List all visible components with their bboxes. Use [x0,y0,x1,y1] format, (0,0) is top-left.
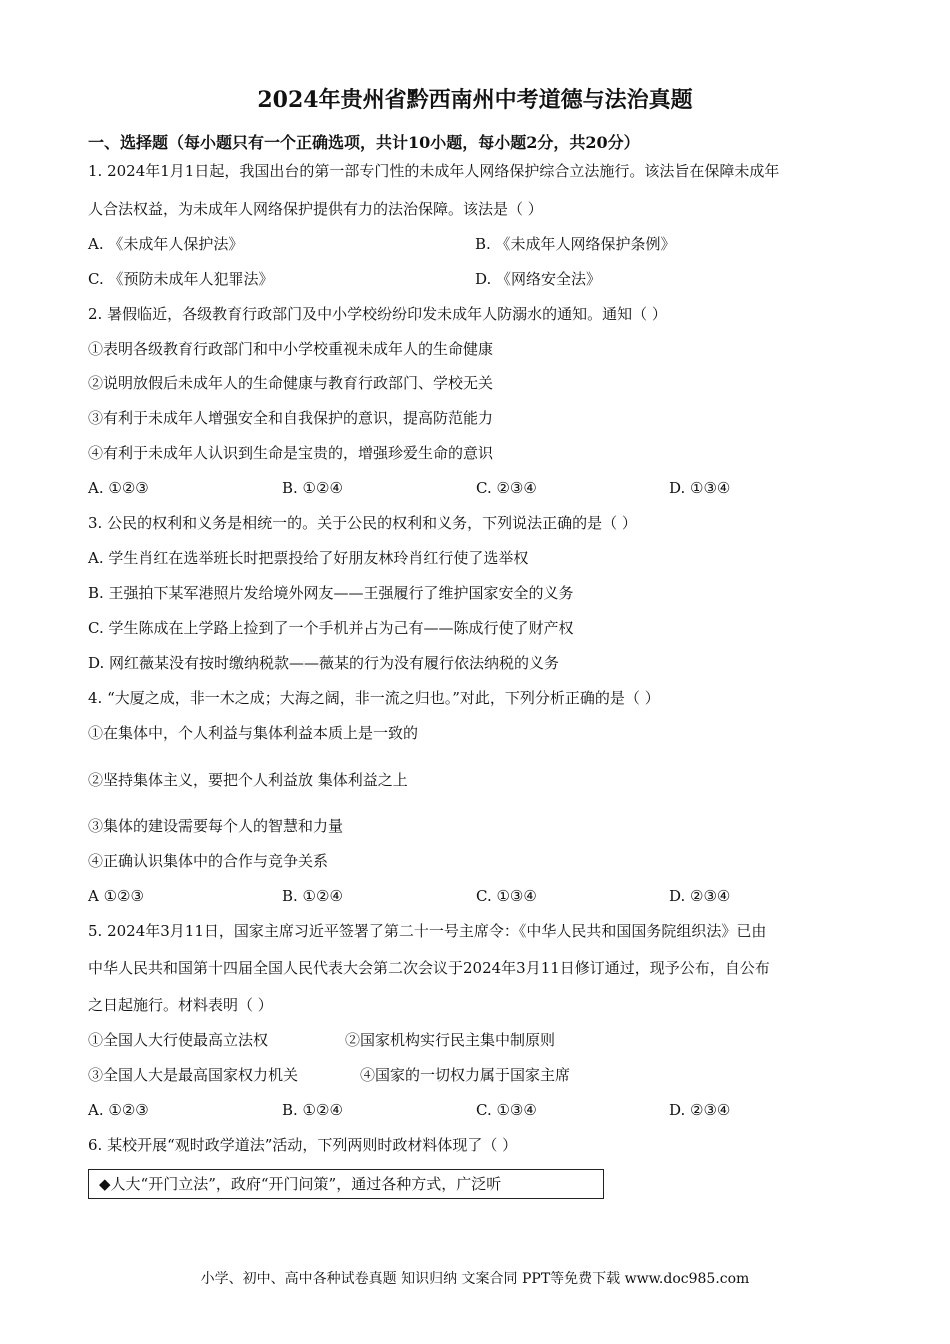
question-5-option-a: A. ①②③ [88,1101,149,1119]
question-5-option-c: C. ①③④ [476,1101,537,1119]
question-1-option-d: D. 《网络安全法》 [475,270,602,288]
question-2-stem: 2. 暑假临近，各级教育行政部门及中小学校纷纷印发未成年人防溺水的通知。通知（ ） [88,305,667,323]
question-2-option-b: B. ①②④ [282,479,343,497]
question-2-statement-4: ④有利于未成年人认识到生命是宝贵的，增强珍爱生命的意识 [88,444,494,462]
material-box [88,1169,604,1199]
question-4-option-a: A ①②③ [88,887,144,905]
question-2-option-c: C. ②③④ [476,479,537,497]
question-4-statement-2: ②坚持集体主义，要把个人利益放 集体利益之上 [88,771,408,789]
page-title: 2024年贵州省黔西南州中考道德与法治真题 [257,87,693,113]
question-5-statement-3: ③全国人大是最高国家权力机关 [88,1066,299,1084]
question-5-option-b: B. ①②④ [282,1101,343,1119]
question-1-stem: 1. 2024年1月1日起，我国出台的第一部专门性的未成年人网络保护综合立法施行。该法旨在保障未成年 [88,162,780,180]
question-4-statement-3: ③集体的建设需要每个人的智慧和力量 [88,817,344,835]
question-1-option-a: A. 《未成年人保护法》 [88,235,244,253]
question-3-option-d: D. 网红薇某没有按时缴纳税款——薇某的行为没有履行依法纳税的义务 [88,654,560,672]
question-5-statement-1: ①全国人大行使最高立法权 [88,1031,269,1049]
question-5-stem-end: 之日起施行。材料表明（ ） [88,996,273,1014]
question-1-option-b: B. 《未成年人网络保护条例》 [475,235,676,253]
question-5-option-d: D. ②③④ [669,1101,731,1119]
question-4-statement-4: ④正确认识集体中的合作与竞争关系 [88,852,329,870]
page-footer: 小学、初中、高中各种试卷真题 知识归纳 文案合同 PPT等免费下载 www.doc985.com [200,1271,750,1287]
question-1-stem-cont: 人合法权益，为未成年人网络保护提供有力的法治保障。该法是（ ） [88,200,543,218]
question-5-stem: 5. 2024年3月11日，国家主席习近平签署了第二十一号主席令：《中华人民共和国国务院组织法》已由 [88,922,767,940]
question-5-statement-4: ④国家的一切权力属于国家主席 [360,1066,571,1084]
question-2-option-a: A. ①②③ [88,479,149,497]
question-5-stem-cont: 中华人民共和国第十四届全国人民代表大会第二次会议于2024年3月11日修订通过，现予公布，自公布 [88,959,770,977]
question-5-statement-2: ②国家机构实行民主集中制原则 [345,1031,556,1049]
question-4-option-d: D. ②③④ [669,887,731,905]
question-1-option-c: C. 《预防未成年人犯罪法》 [88,270,274,288]
question-3-option-c: C. 学生陈成在上学路上捡到了一个手机并占为己有——陈成行使了财产权 [88,619,574,637]
question-3-option-b: B. 王强拍下某军港照片发给境外网友——王强履行了维护国家安全的义务 [88,584,574,602]
question-4-option-c: C. ①③④ [476,887,537,905]
question-2-statement-2: ②说明放假后未成年人的生命健康与教育行政部门、学校无关 [88,374,494,392]
question-2-statement-3: ③有利于未成年人增强安全和自我保护的意识，提高防范能力 [88,409,494,427]
question-6-stem: 6. 某校开展“观时政学道法”活动，下列两则时政材料体现了（ ） [88,1136,518,1154]
question-3-stem: 3. 公民的权利和义务是相统一的。关于公民的权利和义务，下列说法正确的是（ ） [88,514,637,532]
question-3-option-a: A. 学生肖红在选举班长时把票投给了好朋友林玲肖红行使了选举权 [88,549,529,567]
question-4-option-b: B. ①②④ [282,887,343,905]
material-text: ◆人大“开门立法”，政府“开门问策”，通过各种方式，广泛听 [99,1175,502,1193]
section-heading: 一、选择题（每小题只有一个正确选项，共计10小题，每小题2分，共20分） [88,133,640,152]
question-4-statement-1: ①在集体中，个人利益与集体利益本质上是一致的 [88,724,419,742]
question-2-option-d: D. ①③④ [669,479,731,497]
question-2-statement-1: ①表明各级教育行政部门和中小学校重视未成年人的生命健康 [88,340,494,358]
question-4-stem: 4. “大厦之成，非一木之成；大海之阔，非一流之归也。”对此，下列分析正确的是（ ） [88,689,660,707]
